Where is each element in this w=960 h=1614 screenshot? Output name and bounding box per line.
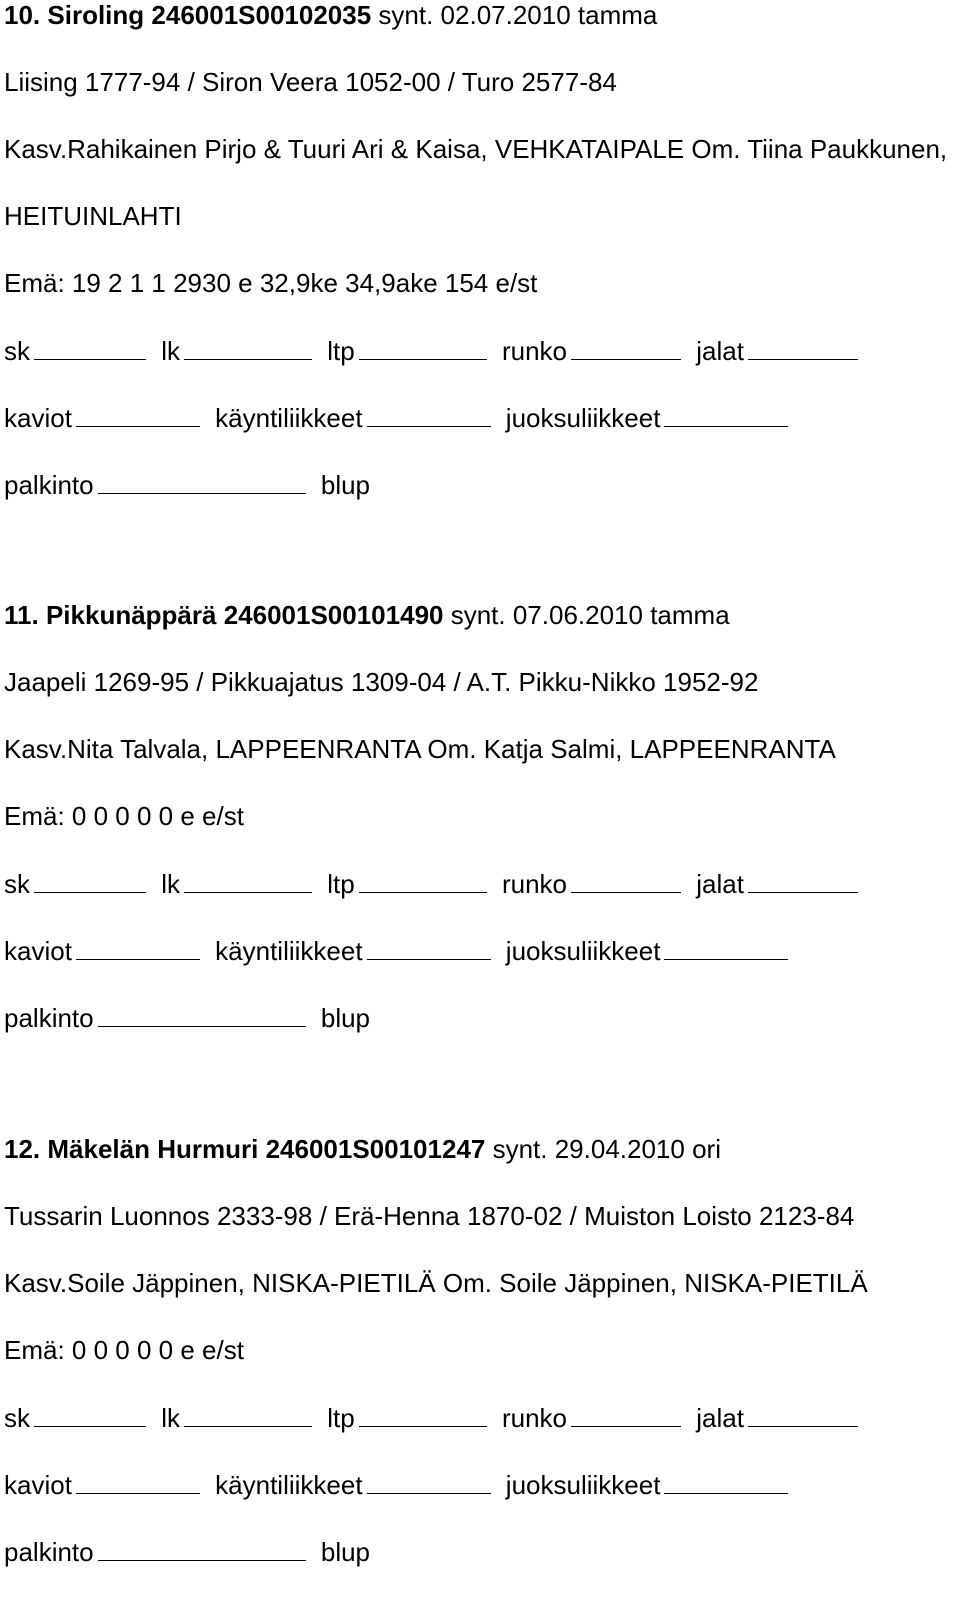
registration-number: 246001S00101490 — [223, 600, 444, 630]
kayntiliikkeet-blank[interactable] — [367, 402, 491, 427]
kayntiliikkeet-label: käyntiliikkeet — [215, 403, 363, 433]
score-row-prize — [4, 1536, 954, 1603]
lk-label: lk — [161, 336, 181, 366]
score-row-movement — [4, 935, 954, 1002]
lk-blank[interactable] — [184, 1402, 312, 1427]
breeder-owner: Kasv.Soile Jäppinen, NISKA-PIETILÄ Om. Soile Jäppinen, NISKA-PIETILÄ — [4, 1268, 868, 1298]
birth-info: synt. 02.07.2010 tamma — [378, 0, 658, 30]
ltp-blank[interactable] — [359, 335, 487, 360]
jalat-label: jalat — [696, 1403, 744, 1433]
sk-blank[interactable] — [34, 868, 146, 893]
breeder-owner-line — [4, 734, 954, 801]
score-row-body — [4, 868, 954, 935]
blup-label: blup — [320, 470, 371, 500]
sk-blank[interactable] — [34, 1402, 146, 1427]
score-row-body — [4, 1402, 954, 1469]
juoksuliikkeet-blank[interactable] — [664, 1469, 788, 1494]
ema-stats: Emä: 19 2 1 1 2930 e 32,9ke 34,9ake 154 e/st — [4, 268, 538, 298]
lk-blank[interactable] — [184, 335, 312, 360]
lk-blank[interactable] — [184, 868, 312, 893]
ema-line — [4, 1335, 954, 1402]
lk-label: lk — [161, 1403, 181, 1433]
pedigree-line — [4, 667, 954, 734]
kayntiliikkeet-label: käyntiliikkeet — [215, 1470, 363, 1500]
runko-blank[interactable] — [571, 335, 681, 360]
entry-header — [4, 600, 954, 667]
breeder-owner-cont-line — [4, 201, 954, 268]
kayntiliikkeet-blank[interactable] — [367, 1469, 491, 1494]
registration-number: 246001S00101247 — [265, 1134, 486, 1164]
ema-line — [4, 801, 954, 868]
blup-label: blup — [320, 1003, 371, 1033]
lk-label: lk — [161, 869, 181, 899]
runko-label: runko — [501, 1403, 567, 1433]
ema-stats: Emä: 0 0 0 0 0 e e/st — [4, 1335, 244, 1365]
entry-header — [4, 1134, 954, 1201]
juoksuliikkeet-label: juoksuliikkeet — [505, 936, 661, 966]
kaviot-blank[interactable] — [76, 1469, 200, 1494]
kayntiliikkeet-blank[interactable] — [367, 935, 491, 960]
entry-number: 11. — [4, 600, 39, 630]
registration-number: 246001S00102035 — [151, 0, 372, 30]
entry-12 — [4, 1134, 954, 1603]
birth-info: synt. 07.06.2010 tamma — [450, 600, 730, 630]
pedigree: Tussarin Luonnos 2333-98 / Erä-Henna 1870-02 / Muiston Loisto 2123-84 — [4, 1201, 855, 1231]
jalat-label: jalat — [696, 336, 744, 366]
score-row-movement — [4, 1469, 954, 1536]
birth-info: synt. 29.04.2010 ori — [492, 1134, 721, 1164]
runko-blank[interactable] — [571, 1402, 681, 1427]
entry-10 — [4, 0, 954, 536]
palkinto-blank[interactable] — [98, 1536, 306, 1561]
kaviot-label: kaviot — [4, 936, 72, 966]
score-row-body — [4, 335, 954, 402]
palkinto-blank[interactable] — [98, 469, 306, 494]
entry-number: 12. — [4, 1134, 41, 1164]
runko-label: runko — [501, 869, 567, 899]
juoksuliikkeet-blank[interactable] — [664, 935, 788, 960]
juoksuliikkeet-blank[interactable] — [664, 402, 788, 427]
breeder-owner-line — [4, 1268, 954, 1335]
jalat-blank[interactable] — [748, 1402, 858, 1427]
pedigree: Jaapeli 1269-95 / Pikkuajatus 1309-04 / A.T. Pikku-Nikko 1952-92 — [4, 667, 759, 697]
score-row-movement — [4, 402, 954, 469]
horse-name: Pikkunäppärä — [45, 600, 217, 630]
pedigree: Liising 1777-94 / Siron Veera 1052-00 / Turo 2577-84 — [4, 67, 617, 97]
kaviot-blank[interactable] — [76, 935, 200, 960]
kaviot-blank[interactable] — [76, 402, 200, 427]
jalat-blank[interactable] — [748, 868, 858, 893]
jalat-label: jalat — [696, 869, 744, 899]
sk-blank[interactable] — [34, 335, 146, 360]
entry-number: 10. — [4, 0, 41, 30]
horse-name: Siroling — [47, 0, 145, 30]
palkinto-label: palkinto — [4, 1537, 94, 1567]
blup-label: blup — [320, 1537, 371, 1567]
jalat-blank[interactable] — [748, 335, 858, 360]
kayntiliikkeet-label: käyntiliikkeet — [215, 936, 363, 966]
breeder-owner-cont: HEITUINLAHTI — [4, 201, 182, 231]
juoksuliikkeet-label: juoksuliikkeet — [505, 1470, 661, 1500]
score-row-prize — [4, 1002, 954, 1069]
horse-name: Mäkelän Hurmuri — [47, 1134, 259, 1164]
ema-stats: Emä: 0 0 0 0 0 e e/st — [4, 801, 244, 831]
ltp-blank[interactable] — [359, 1402, 487, 1427]
sk-label: sk — [4, 1403, 30, 1433]
breeder-owner: Kasv.Nita Talvala, LAPPEENRANTA Om. Katja Salmi, LAPPEENRANTA — [4, 734, 836, 764]
palkinto-blank[interactable] — [98, 1002, 306, 1027]
ltp-label: ltp — [327, 336, 355, 366]
runko-blank[interactable] — [571, 868, 681, 893]
entry-11 — [4, 600, 954, 1069]
ltp-label: ltp — [327, 1403, 355, 1433]
breeder-owner: Kasv.Rahikainen Pirjo & Tuuri Ari & Kaisa, VEHKATAIPALE Om. Tiina Paukkunen, — [4, 134, 948, 164]
breeder-owner-line — [4, 134, 954, 201]
pedigree-line — [4, 67, 954, 134]
ltp-label: ltp — [327, 869, 355, 899]
kaviot-label: kaviot — [4, 1470, 72, 1500]
kaviot-label: kaviot — [4, 403, 72, 433]
sk-label: sk — [4, 869, 30, 899]
juoksuliikkeet-label: juoksuliikkeet — [505, 403, 661, 433]
ema-line — [4, 268, 954, 335]
sk-label: sk — [4, 336, 30, 366]
palkinto-label: palkinto — [4, 470, 94, 500]
palkinto-label: palkinto — [4, 1003, 94, 1033]
ltp-blank[interactable] — [359, 868, 487, 893]
pedigree-line — [4, 1201, 954, 1268]
runko-label: runko — [501, 336, 567, 366]
entry-header — [4, 0, 954, 67]
score-row-prize — [4, 469, 954, 536]
